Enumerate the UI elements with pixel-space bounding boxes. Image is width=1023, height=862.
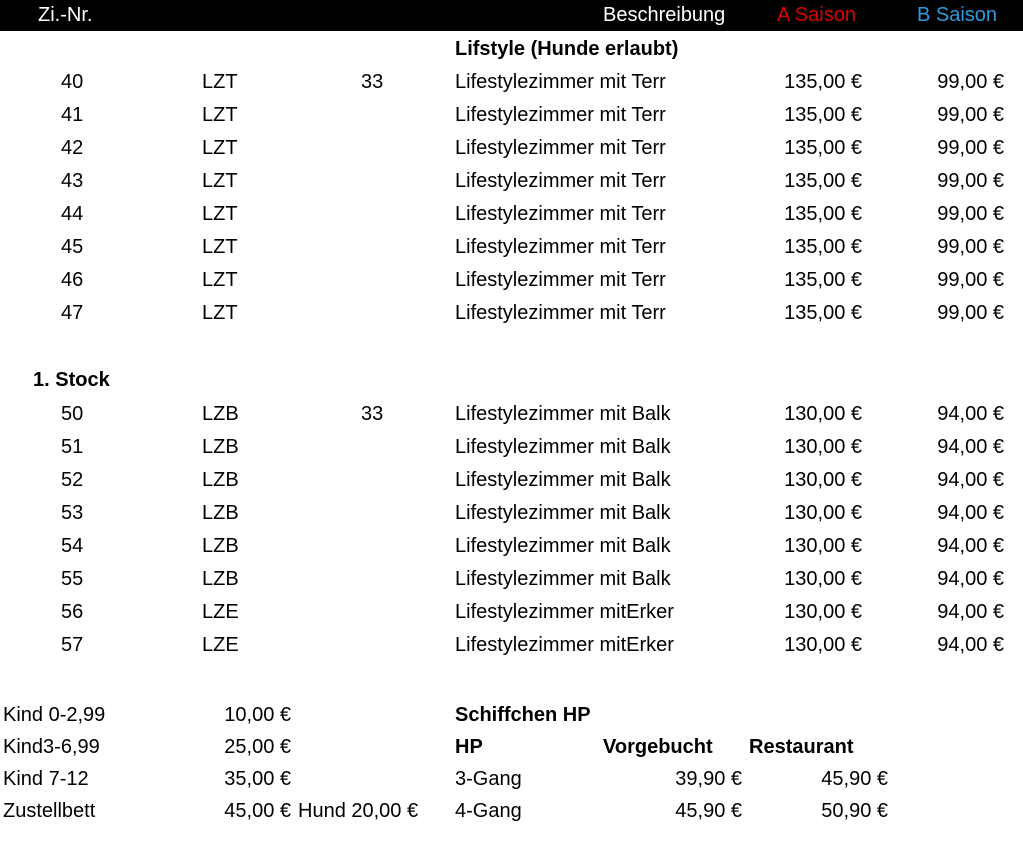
hp-price-restaurant: 45,90 € — [821, 768, 888, 790]
header-bar — [0, 0, 1023, 31]
room-description: Lifestylezimmer mitErker — [455, 601, 674, 623]
room-code: LZT — [202, 269, 238, 291]
room-code: LZT — [202, 170, 238, 192]
room-number: 57 — [61, 634, 84, 656]
header-zinr: Zi.-Nr. — [38, 4, 93, 26]
room-description: Lifestylezimmer mit Balk — [455, 403, 671, 425]
room-code: LZB — [202, 568, 239, 590]
price-b-saison: 94,00 € — [937, 535, 1004, 557]
price-a-saison: 130,00 € — [784, 502, 862, 524]
header-a-saison: A Saison — [777, 4, 856, 26]
room-description: Lifestylezimmer mit Terr — [455, 236, 666, 258]
price-a-saison: 130,00 € — [784, 568, 862, 590]
price-b-saison: 94,00 € — [937, 469, 1004, 491]
price-a-saison: 135,00 € — [784, 71, 862, 93]
hp-col-hp: HP — [455, 736, 483, 758]
room-description: Lifestylezimmer mit Terr — [455, 302, 666, 324]
section-lifestyle-title: Lifstyle (Hunde erlaubt) — [455, 38, 679, 60]
price-b-saison: 99,00 € — [937, 203, 1004, 225]
room-description: Lifestylezimmer mitErker — [455, 634, 674, 656]
room-code: LZB — [202, 436, 239, 458]
price-b-saison: 99,00 € — [937, 71, 1004, 93]
room-description: Lifestylezimmer mit Terr — [455, 203, 666, 225]
price-a-saison: 130,00 € — [784, 634, 862, 656]
room-number: 55 — [61, 568, 84, 590]
price-a-saison: 135,00 € — [784, 302, 862, 324]
room-description: Lifestylezimmer mit Balk — [455, 469, 671, 491]
room-code: LZE — [202, 634, 239, 656]
hp-price-vorgebucht: 39,90 € — [675, 768, 742, 790]
room-code: LZT — [202, 236, 238, 258]
price-b-saison: 94,00 € — [937, 634, 1004, 656]
price-b-saison: 99,00 € — [937, 104, 1004, 126]
room-code: LZT — [202, 302, 238, 324]
room-description: Lifestylezimmer mit Terr — [455, 170, 666, 192]
extra-label: Zustellbett — [3, 800, 96, 822]
room-code: LZB — [202, 403, 239, 425]
room-number: 42 — [61, 137, 84, 159]
price-b-saison: 94,00 € — [937, 568, 1004, 590]
price-a-saison: 135,00 € — [784, 104, 862, 126]
price-a-saison: 135,00 € — [784, 269, 862, 291]
room-size: 33 — [361, 71, 384, 93]
extra-price: 45,00 € — [224, 800, 291, 822]
room-number: 45 — [61, 236, 84, 258]
room-description: Lifestylezimmer mit Terr — [455, 269, 666, 291]
room-number: 53 — [61, 502, 84, 524]
section-first-floor-title: 1. Stock — [33, 369, 110, 391]
hp-price-restaurant: 50,90 € — [821, 800, 888, 822]
header-b-saison: B Saison — [917, 4, 998, 26]
room-number: 47 — [61, 302, 84, 324]
hp-menu-name: 3-Gang — [455, 768, 522, 790]
price-a-saison: 135,00 € — [784, 236, 862, 258]
price-b-saison: 99,00 € — [937, 170, 1004, 192]
room-number: 46 — [61, 269, 84, 291]
room-number: 54 — [61, 535, 84, 557]
room-code: LZB — [202, 535, 239, 557]
price-b-saison: 99,00 € — [937, 137, 1004, 159]
price-a-saison: 130,00 € — [784, 601, 862, 623]
room-number: 50 — [61, 403, 84, 425]
room-description: Lifestylezimmer mit Balk — [455, 436, 671, 458]
hp-title: Schiffchen HP — [455, 704, 591, 726]
room-code: LZT — [202, 104, 238, 126]
room-description: Lifestylezimmer mit Balk — [455, 535, 671, 557]
hp-col-vorgebucht: Vorgebucht — [603, 736, 713, 758]
price-a-saison: 135,00 € — [784, 203, 862, 225]
room-code: LZB — [202, 502, 239, 524]
hp-col-restaurant: Restaurant — [749, 736, 854, 758]
room-description: Lifestylezimmer mit Terr — [455, 71, 666, 93]
price-a-saison: 130,00 € — [784, 535, 862, 557]
price-b-saison: 94,00 € — [937, 436, 1004, 458]
room-number: 43 — [61, 170, 84, 192]
extra-price: 35,00 € — [224, 768, 291, 790]
extra-label: Kind3-6,99 — [3, 736, 100, 758]
header-beschreibung: Beschreibung — [603, 4, 726, 26]
price-b-saison: 99,00 € — [937, 236, 1004, 258]
room-code: LZT — [202, 203, 238, 225]
price-a-saison: 135,00 € — [784, 137, 862, 159]
room-number: 40 — [61, 71, 84, 93]
hund-price: Hund 20,00 € — [298, 800, 419, 822]
price-a-saison: 130,00 € — [784, 469, 862, 491]
price-b-saison: 94,00 € — [937, 403, 1004, 425]
room-code: LZE — [202, 601, 239, 623]
price-b-saison: 99,00 € — [937, 302, 1004, 324]
price-a-saison: 130,00 € — [784, 403, 862, 425]
price-a-saison: 135,00 € — [784, 170, 862, 192]
room-number: 41 — [61, 104, 84, 126]
room-number: 44 — [61, 203, 84, 225]
room-code: LZB — [202, 469, 239, 491]
room-number: 56 — [61, 601, 84, 623]
room-code: LZT — [202, 137, 238, 159]
room-description: Lifestylezimmer mit Balk — [455, 502, 671, 524]
price-b-saison: 94,00 € — [937, 601, 1004, 623]
hp-price-vorgebucht: 45,90 € — [675, 800, 742, 822]
room-size: 33 — [361, 403, 384, 425]
extra-label: Kind 0-2,99 — [3, 704, 106, 726]
extra-price: 25,00 € — [224, 736, 291, 758]
room-description: Lifestylezimmer mit Terr — [455, 104, 666, 126]
hp-menu-name: 4-Gang — [455, 800, 522, 822]
price-b-saison: 99,00 € — [937, 269, 1004, 291]
room-description: Lifestylezimmer mit Terr — [455, 137, 666, 159]
price-b-saison: 94,00 € — [937, 502, 1004, 524]
price-a-saison: 130,00 € — [784, 436, 862, 458]
extra-price: 10,00 € — [224, 704, 291, 726]
room-code: LZT — [202, 71, 238, 93]
room-number: 52 — [61, 469, 84, 491]
room-number: 51 — [61, 436, 84, 458]
extra-label: Kind 7-12 — [3, 768, 89, 790]
room-description: Lifestylezimmer mit Balk — [455, 568, 671, 590]
